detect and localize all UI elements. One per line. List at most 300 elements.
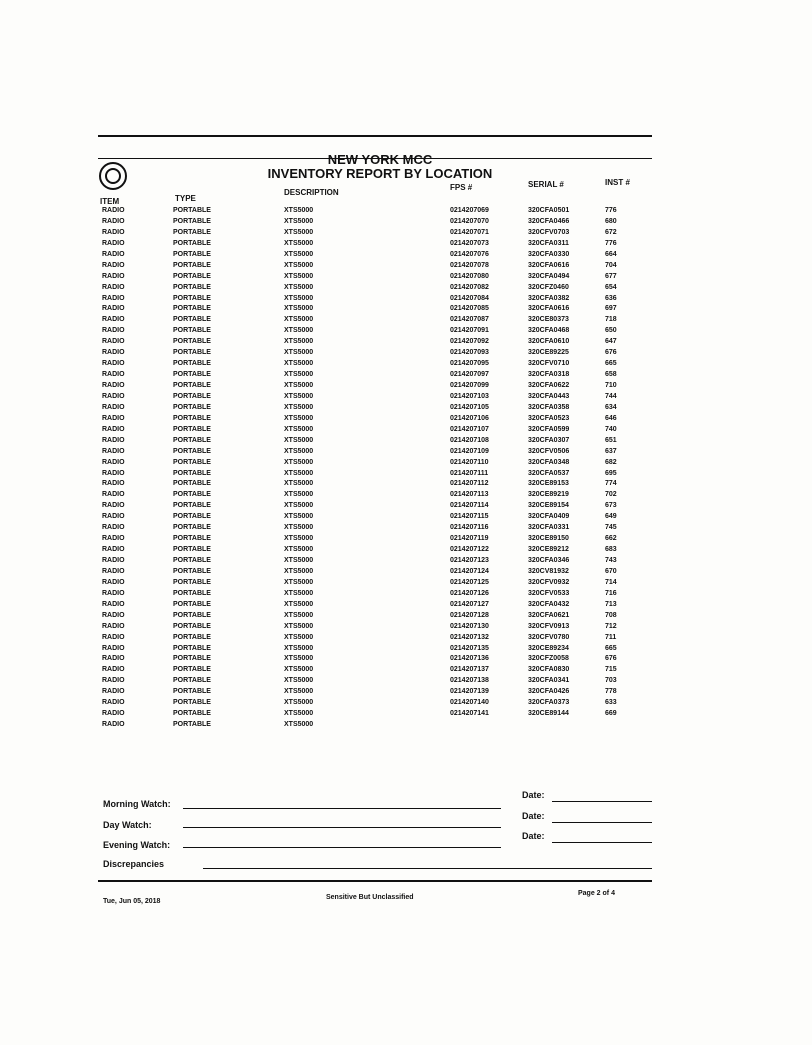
- cell-inst: 774: [605, 480, 617, 488]
- cell-description: XTS5000: [284, 228, 314, 236]
- cell-description: XTS5000: [284, 611, 314, 619]
- cell-item: RADIO: [102, 502, 125, 510]
- cell-item: RADIO: [102, 557, 125, 564]
- table-row: [100, 370, 645, 381]
- cell-fps: 0214207091: [450, 327, 489, 335]
- cell-fps: 0214207076: [450, 250, 489, 258]
- cell-type: PORTABLE: [173, 611, 211, 619]
- cell-item: RADIO: [102, 425, 125, 433]
- cell-description: XTS5000: [284, 524, 314, 532]
- cell-description: XTS5000: [284, 600, 314, 608]
- cell-description: XTS5000: [284, 294, 314, 302]
- cell-serial: 320CFA0830: [528, 666, 570, 674]
- cell-inst: 658: [605, 371, 617, 379]
- cell-description: XTS5000: [284, 316, 314, 324]
- cell-description: XTS5000: [284, 655, 314, 663]
- cell-type: PORTABLE: [173, 436, 211, 444]
- table-row: [100, 447, 645, 458]
- cell-type: PORTABLE: [173, 710, 211, 718]
- evening-date-label: Date:: [522, 831, 545, 841]
- cell-item: RADIO: [102, 600, 125, 608]
- cell-inst: 669: [605, 710, 617, 718]
- cell-inst: 665: [605, 644, 617, 652]
- cell-fps: 0214207132: [450, 633, 489, 641]
- cell-item: RADIO: [102, 283, 125, 291]
- cell-serial: 320CFA0331: [528, 524, 570, 532]
- cell-item: RADIO: [102, 239, 125, 247]
- cell-fps: 0214207109: [450, 447, 489, 455]
- cell-serial: 320CFA0622: [528, 382, 570, 389]
- cell-fps: 0214207116: [450, 524, 489, 532]
- cell-serial: 320CFA0432: [528, 600, 570, 608]
- cell-fps: 0214207106: [450, 414, 489, 422]
- cell-description: XTS5000: [284, 250, 314, 258]
- cell-inst: 718: [605, 316, 617, 324]
- cell-fps: 0214207078: [450, 261, 489, 269]
- table-row: [100, 239, 645, 250]
- cell-serial: 320CE89234: [528, 644, 569, 652]
- col-header-item: ITEM: [100, 197, 120, 206]
- footer-page-number: Page 2 of 4: [578, 890, 615, 897]
- cell-type: PORTABLE: [173, 655, 211, 663]
- table-row: [100, 272, 645, 283]
- cell-item: RADIO: [102, 338, 125, 346]
- evening-watch-line: [183, 847, 501, 848]
- cell-inst: 647: [605, 338, 617, 346]
- table-row: [100, 600, 645, 611]
- table-row: [100, 567, 645, 578]
- cell-type: PORTABLE: [173, 524, 211, 532]
- table-row: [100, 589, 645, 600]
- table-row: [100, 294, 645, 305]
- cell-fps: 0214207128: [450, 611, 489, 619]
- cell-serial: 320CFA0599: [528, 425, 570, 433]
- cell-inst: 676: [605, 655, 617, 663]
- cell-type: PORTABLE: [173, 622, 211, 630]
- cell-fps: 0214207082: [450, 283, 489, 291]
- cell-item: RADIO: [102, 633, 125, 641]
- cell-serial: 320CFA0426: [528, 688, 570, 696]
- cell-item: RADIO: [102, 622, 125, 630]
- cell-inst: 676: [605, 349, 617, 357]
- cell-fps: 0214207095: [450, 360, 489, 368]
- cell-fps: 0214207140: [450, 699, 489, 707]
- table-row: [100, 261, 645, 272]
- cell-type: PORTABLE: [173, 403, 211, 411]
- evening-date-line: [552, 842, 652, 843]
- cell-description: XTS5000: [284, 403, 314, 411]
- cell-fps: 0214207111: [450, 469, 489, 477]
- cell-fps: 0214207087: [450, 316, 489, 324]
- cell-type: PORTABLE: [173, 327, 211, 335]
- report-org-title: NEW YORK MCC: [327, 152, 433, 167]
- table-row: [100, 687, 645, 698]
- table-row: [100, 611, 645, 622]
- cell-serial: 320CFV0703: [528, 228, 570, 236]
- cell-serial: 320CFA0382: [528, 294, 570, 302]
- cell-description: XTS5000: [284, 699, 314, 707]
- cell-item: RADIO: [102, 589, 125, 597]
- table-row: [100, 228, 645, 239]
- cell-type: PORTABLE: [173, 688, 211, 696]
- cell-description: XTS5000: [284, 371, 314, 379]
- cell-description: XTS5000: [284, 425, 314, 433]
- cell-inst: 670: [605, 567, 617, 575]
- cell-inst: 745: [605, 524, 617, 532]
- cell-inst: 646: [605, 414, 617, 422]
- cell-description: XTS5000: [284, 644, 314, 652]
- table-row: [100, 414, 645, 425]
- cell-type: PORTABLE: [173, 447, 211, 455]
- cell-fps: 0214207099: [450, 382, 489, 389]
- cell-item: RADIO: [102, 710, 125, 718]
- cell-fps: 0214207113: [450, 491, 489, 499]
- cell-item: RADIO: [102, 349, 125, 357]
- table-row: [100, 469, 645, 480]
- cell-item: RADIO: [102, 469, 125, 477]
- cell-inst: 715: [605, 666, 617, 674]
- cell-fps: 0214207070: [450, 217, 489, 225]
- morning-watch-label: Morning Watch:: [103, 799, 171, 809]
- cell-serial: 320CFA0358: [528, 403, 570, 411]
- footer-date: Tue, Jun 05, 2018: [103, 898, 161, 905]
- discrepancies-line: [203, 868, 652, 869]
- cell-item: RADIO: [102, 294, 125, 302]
- table-row: [100, 217, 645, 228]
- cell-description: XTS5000: [284, 272, 314, 280]
- footer-classification: Sensitive But Unclassified: [326, 894, 414, 901]
- cell-description: XTS5000: [284, 578, 314, 586]
- cell-fps: 0214207135: [450, 644, 489, 652]
- cell-description: XTS5000: [284, 480, 314, 488]
- table-row: [100, 479, 645, 490]
- table-row: [100, 359, 645, 370]
- cell-serial: 320CE89225: [528, 349, 569, 357]
- cell-inst: 649: [605, 513, 617, 521]
- day-date-label: Date:: [522, 811, 545, 821]
- cell-serial: 320CE89150: [528, 535, 569, 543]
- morning-date-label: Date:: [522, 790, 545, 800]
- table-row: [100, 458, 645, 469]
- table-row: [100, 578, 645, 589]
- cell-type: PORTABLE: [173, 589, 211, 597]
- cell-fps: 0214207119: [450, 535, 489, 543]
- cell-fps: 0214207114: [450, 502, 489, 510]
- cell-fps: 0214207073: [450, 239, 489, 247]
- cell-fps: 0214207139: [450, 688, 489, 696]
- table-row: [100, 304, 645, 315]
- cell-inst: 711: [605, 633, 617, 641]
- footer-rule: [98, 880, 652, 882]
- cell-inst: 634: [605, 403, 617, 411]
- cell-description: XTS5000: [284, 327, 314, 335]
- cell-item: RADIO: [102, 513, 125, 521]
- cell-fps: 0214207107: [450, 425, 489, 433]
- cell-fps: 0214207125: [450, 578, 489, 586]
- cell-type: PORTABLE: [173, 666, 211, 674]
- cell-item: RADIO: [102, 447, 125, 455]
- cell-description: XTS5000: [284, 458, 314, 466]
- cell-type: PORTABLE: [173, 458, 211, 466]
- cell-serial: 320CFA0318: [528, 371, 570, 379]
- top-rule: [98, 135, 652, 137]
- cell-type: PORTABLE: [173, 382, 211, 389]
- table-row: [100, 556, 645, 567]
- cell-fps: 0214207092: [450, 338, 489, 346]
- cell-type: PORTABLE: [173, 272, 211, 280]
- cell-fps: 0214207069: [450, 207, 489, 214]
- cell-description: XTS5000: [284, 502, 314, 510]
- cell-item: RADIO: [102, 491, 125, 499]
- cell-serial: 320CE89153: [528, 480, 569, 488]
- cell-serial: 320CFA0616: [528, 305, 570, 313]
- col-header-type: TYPE: [175, 194, 196, 203]
- cell-serial: 320CE89219: [528, 491, 569, 499]
- cell-type: PORTABLE: [173, 239, 211, 247]
- cell-inst: 712: [605, 622, 617, 630]
- cell-type: PORTABLE: [173, 469, 211, 477]
- cell-description: XTS5000: [284, 382, 314, 389]
- table-row: [100, 501, 645, 512]
- cell-item: RADIO: [102, 261, 125, 269]
- cell-inst: 633: [605, 699, 617, 707]
- cell-fps: 0214207112: [450, 480, 489, 488]
- cell-item: RADIO: [102, 217, 125, 225]
- table-row: [100, 403, 645, 414]
- cell-item: RADIO: [102, 524, 125, 532]
- cell-item: RADIO: [102, 578, 125, 586]
- cell-serial: 320CFA0443: [528, 392, 570, 400]
- cell-serial: 320CFA0616: [528, 261, 570, 269]
- cell-item: RADIO: [102, 272, 125, 280]
- cell-type: PORTABLE: [173, 578, 211, 586]
- morning-watch-line: [183, 808, 501, 809]
- cell-type: PORTABLE: [173, 250, 211, 258]
- cell-inst: 651: [605, 436, 617, 444]
- cell-inst: 744: [605, 392, 617, 400]
- table-row: [100, 490, 645, 501]
- cell-serial: 320CFA0346: [528, 557, 570, 564]
- table-row: [100, 644, 645, 655]
- discrepancies-label: Discrepancies: [103, 859, 165, 869]
- table-row: [100, 523, 645, 534]
- cell-item: RADIO: [102, 721, 125, 729]
- cell-serial: 320CFA0466: [528, 217, 570, 225]
- cell-serial: 320CFA0373: [528, 699, 570, 707]
- cell-fps: 0214207084: [450, 294, 489, 302]
- table-row: [100, 348, 645, 359]
- cell-fps: 0214207137: [450, 666, 489, 674]
- cell-description: XTS5000: [284, 261, 314, 269]
- table-row: [100, 622, 645, 633]
- cell-fps: 0214207124: [450, 567, 489, 575]
- cell-fps: 0214207122: [450, 546, 489, 554]
- cell-inst: 672: [605, 228, 617, 236]
- table-row: [100, 315, 645, 326]
- cell-description: XTS5000: [284, 217, 314, 225]
- cell-inst: 683: [605, 546, 617, 554]
- cell-serial: 320CFA0330: [528, 250, 570, 258]
- cell-type: PORTABLE: [173, 425, 211, 433]
- cell-inst: 743: [605, 557, 617, 564]
- inventory-table: [100, 206, 645, 731]
- cell-type: PORTABLE: [173, 699, 211, 707]
- cell-serial: 320CFA0468: [528, 327, 570, 335]
- table-row: [100, 337, 645, 348]
- day-date-line: [552, 822, 652, 823]
- cell-inst: 636: [605, 294, 617, 302]
- cell-inst: 673: [605, 502, 617, 510]
- cell-serial: 320CFV0932: [528, 578, 570, 586]
- cell-serial: 320CFA0409: [528, 513, 570, 521]
- cell-description: XTS5000: [284, 721, 314, 729]
- cell-inst: 703: [605, 677, 617, 685]
- cell-serial: 320CFA0501: [528, 207, 570, 214]
- cell-item: RADIO: [102, 360, 125, 368]
- cell-description: XTS5000: [284, 666, 314, 674]
- cell-type: PORTABLE: [173, 349, 211, 357]
- cell-inst: 650: [605, 327, 617, 335]
- cell-type: PORTABLE: [173, 228, 211, 236]
- cell-description: XTS5000: [284, 469, 314, 477]
- cell-description: XTS5000: [284, 557, 314, 564]
- day-watch-line: [183, 827, 501, 828]
- cell-inst: 704: [605, 261, 617, 269]
- cell-fps: 0214207115: [450, 513, 489, 521]
- cell-description: XTS5000: [284, 535, 314, 543]
- cell-description: XTS5000: [284, 710, 314, 718]
- cell-description: XTS5000: [284, 207, 314, 214]
- cell-item: RADIO: [102, 382, 125, 389]
- table-row: [100, 436, 645, 447]
- cell-type: PORTABLE: [173, 371, 211, 379]
- cell-fps: 0214207110: [450, 458, 489, 466]
- cell-serial: 320CFZ0058: [528, 655, 569, 663]
- cell-description: XTS5000: [284, 513, 314, 521]
- table-row: [100, 250, 645, 261]
- cell-type: PORTABLE: [173, 513, 211, 521]
- cell-serial: 320CFA0621: [528, 611, 570, 619]
- cell-serial: 320CFA0537: [528, 469, 570, 477]
- cell-fps: 0214207130: [450, 622, 489, 630]
- table-row: [100, 534, 645, 545]
- table-row: [100, 676, 645, 687]
- cell-serial: 320CFV0780: [528, 633, 570, 641]
- cell-fps: 0214207108: [450, 436, 489, 444]
- cell-item: RADIO: [102, 567, 125, 575]
- table-row: [100, 545, 645, 556]
- cell-item: RADIO: [102, 327, 125, 335]
- cell-item: RADIO: [102, 688, 125, 696]
- cell-type: PORTABLE: [173, 502, 211, 510]
- cell-serial: 320CFA0494: [528, 272, 570, 280]
- table-row: [100, 425, 645, 436]
- cell-serial: 320CE89212: [528, 546, 569, 554]
- cell-type: PORTABLE: [173, 338, 211, 346]
- cell-inst: 776: [605, 207, 617, 214]
- table-row: [100, 698, 645, 709]
- cell-description: XTS5000: [284, 338, 314, 346]
- cell-item: RADIO: [102, 403, 125, 411]
- cell-fps: 0214207071: [450, 228, 489, 236]
- cell-fps: 0214207123: [450, 557, 489, 564]
- cell-fps: 0214207141: [450, 710, 489, 718]
- cell-serial: 320CE89154: [528, 502, 569, 510]
- cell-item: RADIO: [102, 316, 125, 324]
- cell-serial: 320CFV0506: [528, 447, 570, 455]
- cell-serial: 320CE89144: [528, 710, 569, 718]
- cell-type: PORTABLE: [173, 283, 211, 291]
- cell-description: XTS5000: [284, 567, 314, 575]
- cell-serial: 320CFA0311: [528, 239, 569, 247]
- cell-fps: 0214207138: [450, 677, 489, 685]
- cell-serial: 320CFA0523: [528, 414, 570, 422]
- cell-description: XTS5000: [284, 677, 314, 685]
- col-header-inst: INST #: [605, 178, 630, 187]
- cell-inst: 713: [605, 600, 617, 608]
- table-row: [100, 283, 645, 294]
- cell-serial: 320CV81932: [528, 567, 569, 575]
- cell-item: RADIO: [102, 371, 125, 379]
- cell-description: XTS5000: [284, 546, 314, 554]
- cell-description: XTS5000: [284, 633, 314, 641]
- cell-fps: 0214207080: [450, 272, 489, 280]
- cell-type: PORTABLE: [173, 721, 211, 729]
- evening-watch-label: Evening Watch:: [103, 840, 171, 850]
- cell-inst: 714: [605, 578, 617, 586]
- cell-inst: 664: [605, 250, 617, 258]
- cell-inst: 677: [605, 272, 617, 280]
- table-row: [100, 633, 645, 644]
- cell-inst: 665: [605, 360, 617, 368]
- cell-type: PORTABLE: [173, 600, 211, 608]
- cell-inst: 776: [605, 239, 617, 247]
- cell-item: RADIO: [102, 699, 125, 707]
- cell-inst: 680: [605, 217, 617, 225]
- cell-inst: 778: [605, 688, 617, 696]
- cell-item: RADIO: [102, 228, 125, 236]
- cell-serial: 320CFV0533: [528, 589, 570, 597]
- cell-fps: 0214207126: [450, 589, 489, 597]
- cell-inst: 662: [605, 535, 617, 543]
- cell-type: PORTABLE: [173, 633, 211, 641]
- cell-item: RADIO: [102, 677, 125, 685]
- cell-inst: 716: [605, 589, 617, 597]
- cell-type: PORTABLE: [173, 305, 211, 313]
- cell-description: XTS5000: [284, 414, 314, 422]
- col-header-description: DESCRIPTION: [284, 188, 339, 197]
- cell-type: PORTABLE: [173, 207, 211, 214]
- cell-type: PORTABLE: [173, 414, 211, 422]
- cell-fps: 0214207097: [450, 371, 489, 379]
- agency-seal-icon: [99, 162, 127, 190]
- table-row: [100, 720, 645, 731]
- cell-type: PORTABLE: [173, 294, 211, 302]
- cell-item: RADIO: [102, 666, 125, 674]
- cell-item: RADIO: [102, 414, 125, 422]
- cell-type: PORTABLE: [173, 535, 211, 543]
- table-row: [100, 392, 645, 403]
- cell-type: PORTABLE: [173, 677, 211, 685]
- cell-type: PORTABLE: [173, 546, 211, 554]
- cell-item: RADIO: [102, 480, 125, 488]
- report-title: INVENTORY REPORT BY LOCATION: [267, 166, 493, 181]
- cell-item: RADIO: [102, 535, 125, 543]
- cell-description: XTS5000: [284, 392, 314, 400]
- table-row: [100, 326, 645, 337]
- cell-item: RADIO: [102, 458, 125, 466]
- cell-fps: 0214207103: [450, 392, 489, 400]
